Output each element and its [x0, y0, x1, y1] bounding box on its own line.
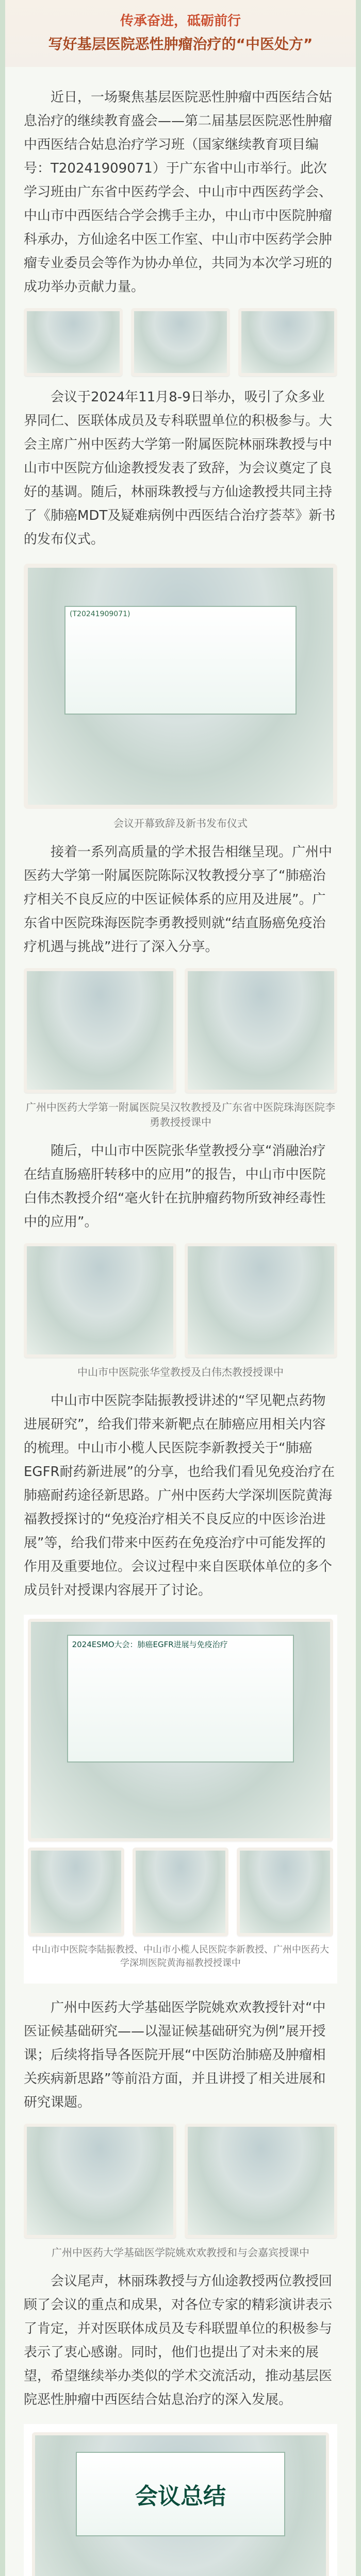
image-row-2	[24, 968, 337, 1093]
title-line1: 传承奋进，砥砺前行	[120, 13, 241, 29]
photo-inner-4	[27, 971, 173, 1090]
opening-banner	[64, 606, 297, 715]
photo-bg-6	[27, 1246, 173, 1354]
photo-6	[24, 1243, 176, 1358]
title-line2: 写好基层医院恶性肿瘤治疗的“中医处方”	[48, 36, 313, 53]
photo-bg-3	[241, 311, 334, 373]
photo-3	[238, 308, 337, 376]
photo-inner-7	[188, 1246, 334, 1354]
photo-bg-5	[188, 971, 334, 1090]
caption-row4: 中山市中医院李陆振教授、中山市小榄人民医院李新教授、广州中医药大学深圳医院黄海福教授授课中	[32, 1944, 329, 1969]
paragraph-4: 随后，中山市中医院张华堂教授分享“消融治疗在结直肠癌肝转移中的应用”的报告，中山市中医院白伟杰教授介绍“毫火针在抗肿瘤药物所致神经毒性中的应用”。	[24, 1143, 326, 1230]
photo-inner-1	[27, 311, 120, 373]
photo-4	[24, 968, 176, 1093]
photo-bg-8	[31, 1851, 121, 1933]
photo-7	[185, 1243, 337, 1358]
photo-bg-4	[27, 971, 173, 1090]
photo-10	[237, 1848, 333, 1936]
paragraph-7: 会议尾声，林丽珠教授与方仙途教授两位教授回顾了会议的重点和成果，对各位专家的精彩演讲表示了肯定，并对医联体成员及专科联盟单位的积极参与表示了衷心感谢。同时，他们也提出了对未来的展望，希望继续举办类似的学术交流活动，推动基层医院恶性肿瘤中西医结合姑息治疗的深入发展。	[24, 2274, 333, 2408]
closing-slide-text: 会议总结	[135, 2483, 226, 2510]
image-row-5	[24, 2124, 337, 2238]
photo-bg-1	[27, 311, 120, 373]
opening-photo-inner	[28, 568, 333, 805]
speaker-photo	[28, 1619, 333, 1841]
paragraph-5: 中山市中医院李陆振教授讲述的“罕见靶点药物进展研究”，给我们带来新靶点在肺癌应用相关内容的梳理。中山市小榄人民医院李新教授关于“肺癌EGFR耐药新进展”的分享，也给我们看见免疫治疗在肺癌耐药途径新思路。广州中医药大学深圳医院黄海福教授探讨的“免疫治疗相关不良反应的中医诊治进展”等，给我们带来中医药在免疫治疗中可能发挥的作用及重要地位。会议过程中来自医联体单位的多个成员针对授课内容展开了讨论。	[24, 1393, 335, 1598]
image-row-4	[28, 1848, 333, 1936]
photo-inner-2	[134, 311, 227, 373]
paragraph-1: 近日，一场聚焦基层医院恶性肿瘤中西医结合姑息治疗的继续教育盛会——第二届基层医院恶性肿瘤中西医结合姑息治疗学习班（国家继续教育项目编号：T20241909071）于广东省中山市举行。此次学习班由广东省中医药学会、中山市中西医药学会、中山市中西医结合学会携手主办，中山市中医院肿瘤科承办，方仙途名中医工作室、中山市中医药学会肿瘤专业委员会等作为协办单位，共同为本次学习班的成功举办贡献力量。	[24, 90, 333, 295]
photo-12	[185, 2124, 337, 2238]
caption-row5: 广州中医药大学基础医学院姚欢欢教授和与会嘉宾授课中	[52, 2246, 309, 2259]
speaker-section	[24, 1615, 337, 1984]
photo-bg-9	[136, 1851, 226, 1933]
caption-row3: 中山市中医院张华堂教授及白伟杰教授授课中	[77, 1366, 284, 1378]
paragraph-3: 接着一系列高质量的学术报告相继呈现。广州中医药大学第一附属医院陈际汉牧教授分享了“肺癌治疗相关不良反应的中医证候体系的应用及进展”。广东省中医院珠海医院李勇教授则就“结直肠癌免疫治疗机遇与挑战”进行了深入分享。	[24, 844, 333, 955]
slide-title: 2024ESMO大会：肺癌EGFR进展与免疫治疗	[72, 1640, 228, 1650]
paragraph-2: 会议于2024年11月8-9日举办，吸引了众多业界同仁、医联体成员及专科联盟单位的积极参与。大会主席广州中医药大学第一附属医院林丽珠教授与中山市中医院方仙途教授发表了致辞，为会议奠定了良好的基调。随后，林丽珠教授与方仙途教授共同主持了《肺癌MDT及疑难病例中西医结合治疗荟萃》新书的发布仪式。	[24, 389, 336, 547]
photo-inner-8	[31, 1851, 121, 1933]
photo-inner-3	[241, 311, 334, 373]
closing-slide	[76, 2452, 285, 2536]
photo-8	[28, 1848, 124, 1936]
closing-photo	[32, 2432, 329, 2576]
photo-1	[24, 308, 123, 376]
image-row-1	[24, 308, 337, 376]
paragraph-6: 广州中医药大学基础医学院姚欢欢教授针对“中医证候基础研究——以湿证候基础研究为例”展开授课；后续将指导各医院开展“中医防治肺癌及肿瘤相关疾病新思路”等前沿方面，并且讲授了相关进展和研究课题。	[24, 2000, 326, 2110]
photo-inner-10	[240, 1851, 330, 1933]
photo-bg-10	[240, 1851, 330, 1933]
opening-photo	[24, 564, 337, 809]
speaker-photo-inner	[31, 1622, 330, 1838]
image-row-3	[24, 1243, 337, 1358]
photo-11	[24, 2124, 176, 2238]
photo-inner-9	[136, 1851, 226, 1933]
caption-opening: 会议开幕致辞及新书发布仪式	[113, 817, 248, 829]
caption-row2: 广州中医药大学第一附属医院吴汉牧教授及广东省中医院珠海医院李勇教授授课中	[26, 1101, 335, 1128]
speaker-slide	[67, 1635, 294, 1762]
banner-code: (T20241909071)	[70, 609, 130, 618]
closing-photo-inner	[35, 2435, 326, 2576]
photo-bg-2	[134, 311, 227, 373]
photo-inner-12	[188, 2127, 334, 2235]
content	[5, 67, 356, 2576]
photo-5	[185, 968, 337, 1093]
photo-inner-11	[27, 2127, 173, 2235]
photo-inner-6	[27, 1246, 173, 1354]
photo-bg-11	[27, 2127, 173, 2235]
header	[5, 0, 356, 67]
photo-9	[133, 1848, 229, 1936]
closing-section	[24, 2424, 337, 2576]
photo-bg-7	[188, 1246, 334, 1354]
photo-inner-5	[188, 971, 334, 1090]
photo-2	[131, 308, 230, 376]
photo-bg-12	[188, 2127, 334, 2235]
